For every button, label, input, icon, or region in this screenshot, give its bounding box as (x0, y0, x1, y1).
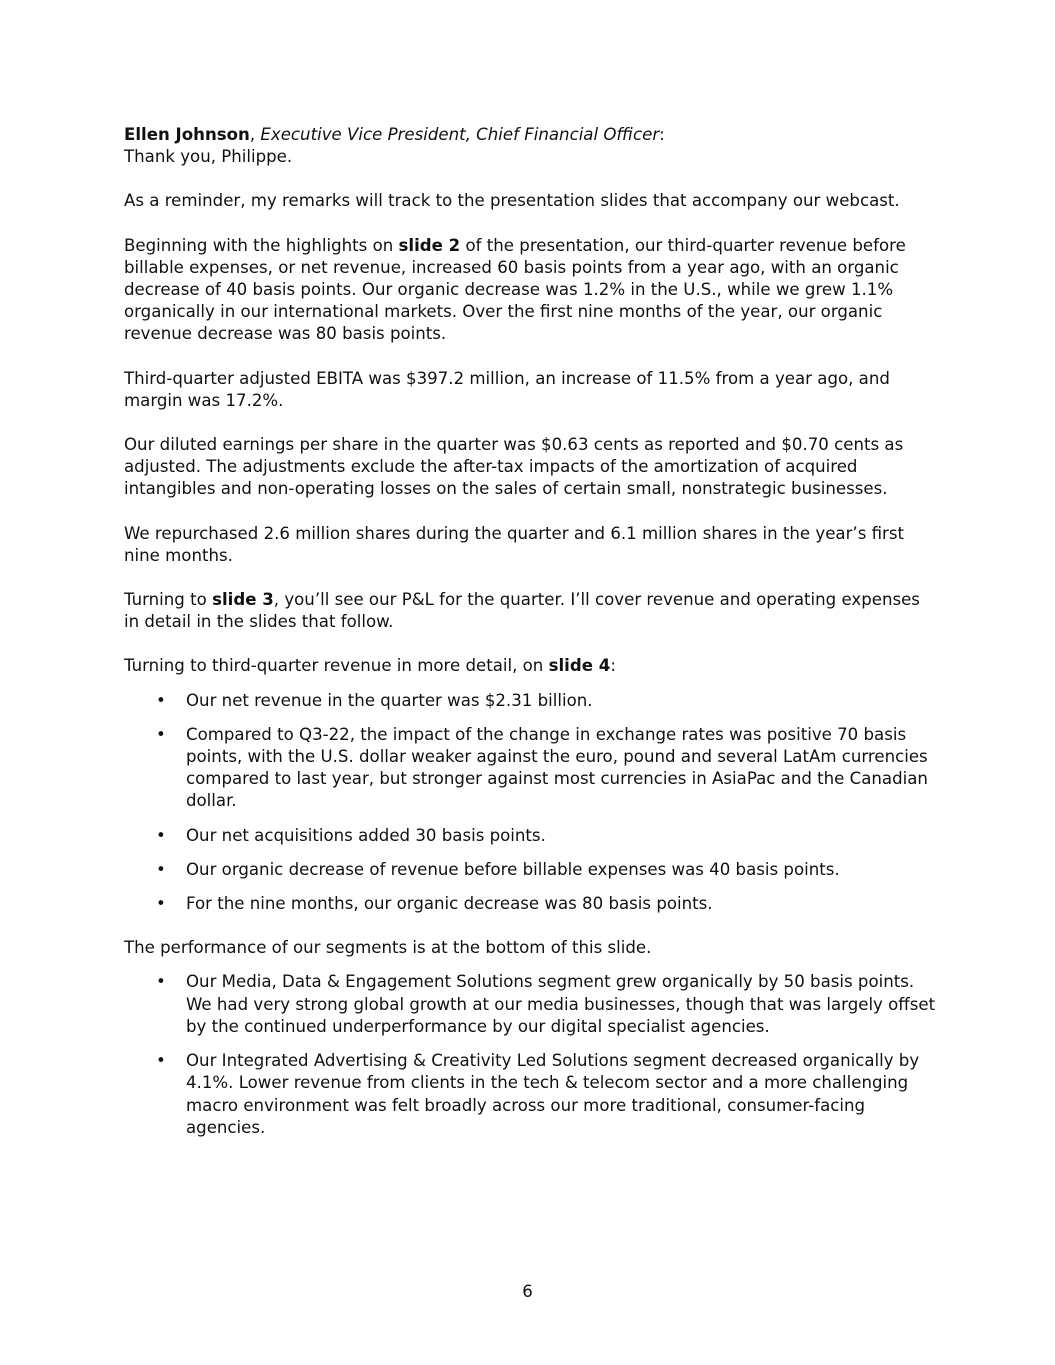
paragraph: We repurchased 2.6 million shares during the quarter and 6.1 million shares in the year’s first nine months. (124, 523, 905, 565)
bullet-icon: • (156, 894, 166, 914)
paragraph: As a reminder, my remarks will track to the presentation slides that accompany our webcast. (124, 191, 900, 211)
bullet-icon: • (156, 859, 166, 879)
speaker-block (124, 124, 936, 168)
list-item-text: Our net acquisitions added 30 basis points. (186, 825, 546, 845)
list-item (124, 690, 936, 712)
slide-ref: slide 2 (398, 235, 461, 255)
page-number: 6 (522, 1282, 533, 1301)
bullet-icon: • (156, 690, 166, 710)
list-item (124, 825, 936, 847)
speaker-title: Executive Vice President, Chief Financial Officer (260, 125, 660, 144)
text: Turning to (124, 590, 213, 610)
list-item-text: Our Integrated Advertising & Creativity Led Solutions segment decreased organically by 4.1%. Lower revenue from clients in the tech & telecom sector and a more challenging macro environment was felt broadly across our more traditional, consumer-facing agencies. (186, 1051, 920, 1137)
list-item-text: Compared to Q3-22, the impact of the change in exchange rates was positive 70 basis points, with the U.S. dollar weaker against the euro, pound and several LatAm currencies compared to last year, but stronger against most currencies in AsiaPac and the Canadian dollar. (186, 724, 928, 811)
list-item (124, 724, 936, 813)
paragraph (124, 655, 936, 677)
paragraph: Our diluted earnings per share in the quarter was $0.63 cents as reported and $0.70 cents as adjusted. The adjustments exclude the after-tax impacts of the amortization of acquired intangibles and non-operating losses on the sales of certain small, nonstrategic businesses. (124, 435, 904, 499)
list-item (124, 859, 936, 881)
bullet-list-revenue (124, 690, 936, 916)
paragraph: Third-quarter adjusted EBITA was $397.2 million, an increase of 11.5% from a year ago, and margin was 17.2%. (124, 368, 890, 410)
paragraph (124, 235, 936, 346)
text: , you’ll see our P&L for the quarter. I’ll cover revenue and operating expenses in detail in the slides that follow. (124, 590, 920, 632)
list-item-text: For the nine months, our organic decrease was 80 basis points. (186, 894, 713, 914)
list-item-text: Our net revenue in the quarter was $2.31 billion. (186, 690, 593, 710)
paragraph: The performance of our segments is at the bottom of this slide. (124, 938, 652, 958)
text: of the presentation, our third-quarter revenue before billable expenses, or net revenue, increased 60 basis points from a year ago, with an organic decrease of 40 basis points. Our organic decrease was 1.2% in the U.S., while we grew 1.1% organically in our international markets. Over the first nine months of the year, our organic revenue decrease was 80 basis points. (124, 235, 906, 344)
list-item (124, 1050, 936, 1139)
bullet-icon: • (156, 825, 166, 845)
document-body (124, 124, 936, 1161)
bullet-icon: • (156, 972, 166, 992)
slide-ref: slide 4 (548, 656, 611, 676)
paragraph (124, 589, 936, 633)
list-item-text: Our organic decrease of revenue before billable expenses was 40 basis points. (186, 859, 840, 879)
slide-ref: slide 3 (212, 590, 274, 610)
bullet-icon: • (156, 1051, 166, 1071)
separator: , (249, 125, 261, 144)
bullet-icon: • (156, 724, 166, 744)
colon: : (659, 125, 665, 144)
text: Beginning with the highlights on (124, 235, 399, 255)
list-item (124, 971, 936, 1038)
speaker-name: Ellen Johnson (124, 125, 250, 144)
text: Turning to third-quarter revenue in more detail, on (124, 656, 549, 676)
text: : (610, 656, 616, 676)
list-item-text: Our Media, Data & Engagement Solutions segment grew organically by 50 basis points. We had very strong global growth at our media businesses, though that was largely offset by the continued underperformance by our digital specialist agencies. (186, 972, 936, 1036)
greeting: Thank you, Philippe. (124, 147, 293, 167)
bullet-list-segments (124, 971, 936, 1138)
list-item (124, 893, 936, 915)
